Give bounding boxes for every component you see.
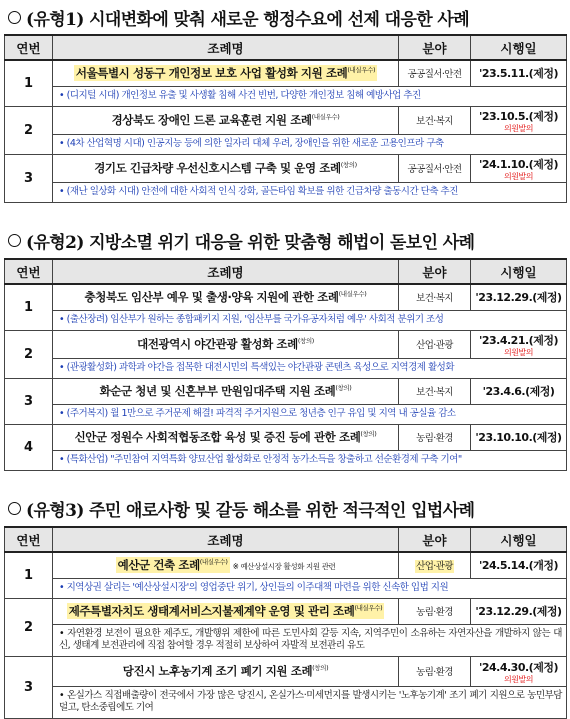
section-2-heading: [8, 228, 474, 253]
section-1-table: [4, 34, 567, 203]
table-desc-row: [5, 624, 567, 656]
ordinance-tag: (내실우수): [347, 66, 376, 75]
table-row: [5, 378, 567, 404]
ordinance-description: • (디지털 시대) 개인정보 유출 및 사생활 침해 사건 빈번, 다양한 개인정보 침해 예방사업 추진: [53, 86, 567, 106]
table-header-row: [5, 259, 567, 284]
ordinance-description: • (출산장려) 임산부가 원하는 종합패키지 지원, '임산부를 국가유공자처럼 예우' 사회적 분위기 조성: [53, 310, 567, 330]
ordinance-description: • 온실가스 직접배출량이 전국에서 가장 많은 당진시, 온실가스·미세먼지를 발생시키는 '노후농기계' 조기 폐기 지원으로 농민부담 덜고, 탄소중립에도 기여: [53, 686, 567, 718]
ordinance-field: 보건·복지: [399, 106, 471, 134]
ordinance-name: 제주특별자치도 생태계서비스지불제계약 운영 및 관리 조례: [68, 604, 355, 618]
ordinance-name: 경기도 긴급차량 우선신호시스템 구축 및 운영 조례: [94, 161, 341, 175]
date-text: '23.10.5.(제정): [479, 109, 558, 123]
table-row: [5, 552, 567, 578]
ordinance-date: [471, 378, 567, 404]
col-header-field: 분야: [399, 259, 471, 284]
section-heading-text: (유형1) 시대변화에 맞춰 새로운 행정수요에 선제 대응한 사례: [26, 10, 470, 30]
ordinance-field: 산업·관광: [399, 330, 471, 358]
date-text: '24.1.10.(제정): [479, 157, 558, 171]
row-number: 3: [5, 656, 53, 718]
ordinance-date: [471, 284, 567, 310]
col-header-date: 시행일: [471, 527, 567, 552]
col-header-title: 조례명: [53, 259, 399, 284]
row-number: 4: [5, 424, 53, 470]
date-text: '23.10.10.(제정): [475, 431, 562, 444]
col-header-field: 분야: [399, 527, 471, 552]
ordinance-title: [53, 552, 399, 578]
row-number: 2: [5, 106, 53, 154]
row-number: 2: [5, 330, 53, 378]
ordinance-name: 신안군 정원수 사회적협동조합 육성 및 증진 등에 관한 조례: [74, 430, 361, 444]
ordinance-description: • 자연환경 보전이 필요한 제주도, 개발행위 제한에 따른 도민사회 갈등 지속, 지역주민이 소유하는 자연자산을 개발하지 않는 대신, 생태계 보전관리에 직접 참여할 경우 적절히 보상하여 자발적 보전관리 유도: [53, 624, 567, 656]
ordinance-date: [471, 60, 567, 86]
table-header-row: [5, 35, 567, 60]
ordinance-tag: (창의): [340, 161, 357, 169]
ordinance-description: • (특화산업) "주민참여 지역특화 양묘산업 활성화로 안정적 농가소득을 창출하고 선순환경제 구축 기여": [53, 450, 567, 470]
ordinance-name: 경상북도 장애인 드론 교육훈련 지원 조례: [111, 113, 312, 127]
ordinance-field: 농림·환경: [399, 656, 471, 686]
ordinance-date: [471, 154, 567, 182]
table-header-row: [5, 527, 567, 552]
ordinance-field: 농림·환경: [399, 598, 471, 624]
ordinance-date: [471, 598, 567, 624]
section-1-heading: [8, 5, 469, 30]
row-number: 1: [5, 552, 53, 598]
ordinance-title: [53, 60, 399, 86]
table-row: [5, 656, 567, 686]
ordinance-field: 공공질서·안전: [399, 60, 471, 86]
ordinance-title: [53, 284, 399, 310]
ordinance-date: [471, 552, 567, 578]
ordinance-title: [53, 424, 399, 450]
ordinance-field: 보건·복지: [399, 284, 471, 310]
ordinance-description: • (4차 산업혁명 시대) 인공지능 등에 의한 일자리 대체 우려, 장애인을 위한 새로운 고용인프라 구축: [53, 134, 567, 154]
ordinance-title: [53, 656, 399, 686]
circle-bullet-icon: [8, 11, 21, 24]
table-desc-row: [5, 450, 567, 470]
ordinance-date: [471, 424, 567, 450]
row-number: 3: [5, 378, 53, 424]
col-header-title: 조례명: [53, 35, 399, 60]
row-number: 1: [5, 284, 53, 330]
section-heading-text: (유형2) 지방소멸 위기 대응을 위한 맞춤형 해법이 돋보인 사례: [26, 233, 475, 253]
col-header-no: 연번: [5, 527, 53, 552]
date-text: '23.12.29.(제정): [475, 605, 562, 618]
ordinance-description: • (주거복지) 월 1만으로 주거문제 해결! 파격적 주거지원으로 청년층 인구 유입 및 지역 내 공실율 감소: [53, 404, 567, 424]
ordinance-name: 예산군 건축 조례: [117, 558, 200, 573]
col-header-date: 시행일: [471, 259, 567, 284]
ordinance-field: 보건·복지: [399, 378, 471, 404]
field-text: 산업·관광: [416, 561, 453, 573]
table-row: [5, 424, 567, 450]
ordinance-description: • 지역상권 살리는 '예산상설시장'의 영업중단 위기, 상인들의 이주대책 마련을 위한 신속한 입법 지원: [53, 578, 567, 598]
ordinance-date: [471, 656, 567, 686]
table-row: [5, 330, 567, 358]
col-header-no: 연번: [5, 259, 53, 284]
date-text: '23.4.6.(제정): [482, 385, 555, 398]
table-row: [5, 284, 567, 310]
proposed-by-member-note: 의원발의: [504, 171, 533, 181]
ordinance-tag: (창의): [360, 430, 377, 438]
ordinance-title: [53, 598, 399, 624]
table-desc-row: [5, 358, 567, 378]
ordinance-field: 공공질서·안전: [399, 154, 471, 182]
circle-bullet-icon: [8, 234, 21, 247]
table-desc-row: [5, 404, 567, 424]
date-text: '23.5.11.(제정): [479, 67, 558, 81]
ordinance-tag: (창의): [312, 664, 329, 672]
proposed-by-member-note: 의원발의: [504, 347, 533, 357]
ordinance-name: 화순군 청년 및 신혼부부 만원임대주택 지원 조례: [99, 384, 336, 398]
date-text: '24.4.30.(제정): [479, 660, 558, 674]
table-desc-row: [5, 578, 567, 598]
col-header-date: 시행일: [471, 35, 567, 60]
table-desc-row: [5, 686, 567, 718]
ordinance-field: 농림·환경: [399, 424, 471, 450]
ordinance-name: 충청북도 임산부 예우 및 출생·양육 지원에 관한 조례: [84, 290, 339, 305]
col-header-field: 분야: [399, 35, 471, 60]
ordinance-description: • (관광활성화) 과학과 야간을 접목한 대전시민의 특색있는 야간관광 콘텐츠 육성으로 지역경제 활성화: [53, 358, 567, 378]
col-header-no: 연번: [5, 35, 53, 60]
ordinance-tag: (내실우수): [338, 290, 367, 299]
ordinance-note: ※ 예산상설시장 활성화 지원 관련: [232, 562, 336, 572]
table-row: [5, 154, 567, 182]
col-header-title: 조례명: [53, 527, 399, 552]
row-number: 3: [5, 154, 53, 202]
table-desc-row: [5, 86, 567, 106]
row-number: 2: [5, 598, 53, 656]
ordinance-name: 당진시 노후농기계 조기 폐기 지원 조례: [122, 664, 313, 678]
ordinance-title: [53, 378, 399, 404]
ordinance-name: 대전광역시 야간관광 활성화 조례: [137, 337, 298, 351]
section-3-table: [4, 526, 567, 719]
date-text: '23.4.21.(제정): [479, 333, 558, 347]
ordinance-title: [53, 154, 399, 182]
ordinance-tag: (창의): [335, 384, 352, 392]
table-row: [5, 60, 567, 86]
ordinance-field: [399, 552, 471, 578]
section-heading-text: (유형3) 주민 애로사항 및 갈등 해소를 위한 적극적인 입법사례: [26, 501, 475, 521]
ordinance-title: [53, 106, 399, 134]
date-text: '24.5.14.(개정): [479, 559, 558, 573]
proposed-by-member-note: 의원발의: [504, 674, 533, 684]
ordinance-date: [471, 106, 567, 134]
ordinance-title: [53, 330, 399, 358]
row-number: 1: [5, 60, 53, 106]
section-2-table: [4, 258, 567, 471]
ordinance-tag: (내실우수): [311, 113, 340, 121]
table-row: [5, 598, 567, 624]
ordinance-date: [471, 330, 567, 358]
ordinance-tag: (창의): [297, 337, 314, 345]
ordinance-tag: (내실우수): [199, 558, 228, 567]
date-text: '23.12.29.(제정): [475, 291, 562, 305]
table-row: [5, 106, 567, 134]
table-desc-row: [5, 134, 567, 154]
ordinance-description: • (재난 일상화 시대) 안전에 대한 사회적 인식 강화, 골든타임 확보를 위한 긴급차량 출동시간 단축 추진: [53, 182, 567, 202]
ordinance-tag: (내실우수): [354, 604, 383, 612]
section-3-heading: [8, 496, 474, 521]
table-desc-row: [5, 310, 567, 330]
proposed-by-member-note: 의원발의: [504, 123, 533, 133]
table-desc-row: [5, 182, 567, 202]
ordinance-name: 서울특별시 성동구 개인정보 보호 사업 활성화 지원 조례: [75, 66, 348, 81]
circle-bullet-icon: [8, 502, 21, 515]
